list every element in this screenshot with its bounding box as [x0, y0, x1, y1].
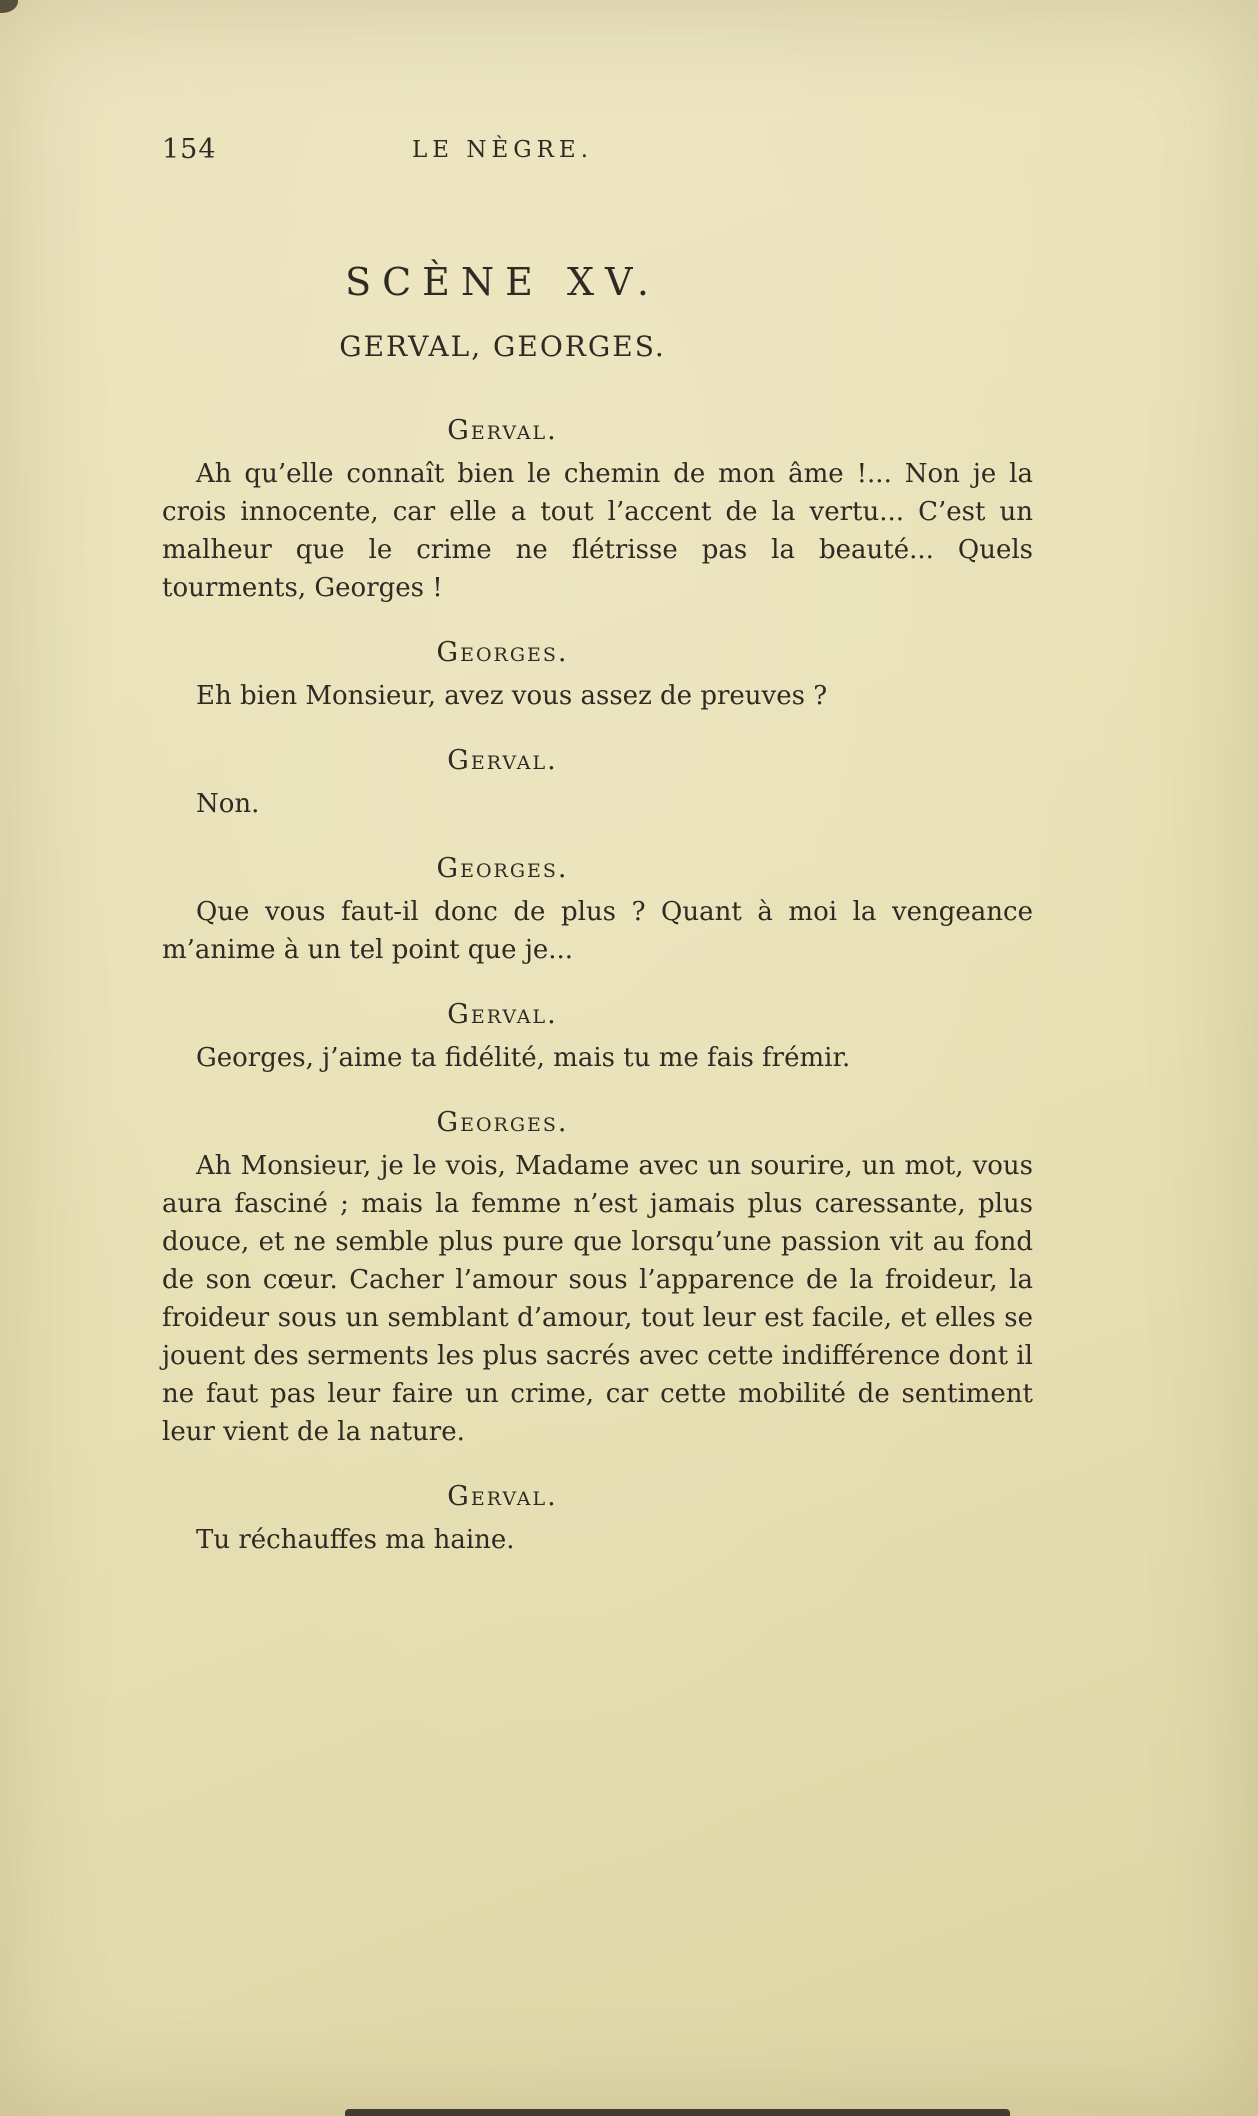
- dialogue-paragraph: Ah qu’elle connaît bien le chemin de mon âme !... Non je la crois innocente, car elle a tout l’accent de la vertu... C’est un malheur que le crime ne flétrisse pas la beauté... Quels tourments, Georges !: [162, 459, 1033, 603]
- scan-artifact-top-left: [0, 0, 18, 13]
- dialogue-paragraph: Que vous faut-il donc de plus ? Quant à moi la vengeance m’anime à un tel point que je...: [162, 897, 1033, 965]
- dialogue-paragraph: Non.: [196, 789, 260, 819]
- dialogue-paragraph: Ah Monsieur, je le vois, Madame avec un sourire, un mot, vous aura fasciné ; mais la femme n’est jamais plus caressante, plus douce, et ne semble plus pure que lorsqu’une passion vit au fond de son cœur. Cacher l’amour sous l’apparence de la froideur, la froideur sous un semblant d’amour, tout leur est facile, et elles se jouent des serments les plus sacrés avec cette indifférence dont il ne faut pas leur faire un crime, car cette mobilité de sentiment leur vient de la nature.: [162, 1151, 1033, 1447]
- speaker-name: Georges.: [436, 637, 569, 668]
- dialogue: [162, 415, 1033, 1559]
- scene-characters: GERVAL, GEORGES.: [339, 330, 666, 363]
- dialogue-paragraph: Eh bien Monsieur, avez vous assez de preuves ?: [196, 681, 828, 711]
- dialogue-entry: [162, 853, 1033, 969]
- page-number: 154: [162, 134, 217, 165]
- speaker-name: Georges.: [436, 1107, 569, 1138]
- dialogue-paragraph: Tu réchauffes ma haine.: [196, 1525, 515, 1555]
- dialogue-entry: [162, 637, 1033, 715]
- speaker-name: Gerval.: [447, 1481, 558, 1512]
- speaker-name: Gerval.: [447, 999, 558, 1030]
- running-title: LE NÈGRE.: [411, 137, 594, 163]
- dialogue-paragraph: Georges, j’aime ta fidélité, mais tu me fais frémir.: [196, 1043, 851, 1073]
- dialogue-entry: [162, 745, 1033, 823]
- dialogue-entry: [162, 415, 1033, 607]
- dialogue-entry: [162, 1481, 1033, 1559]
- dialogue-entry: [162, 999, 1033, 1077]
- speaker-name: Gerval.: [447, 745, 558, 776]
- page-header: [162, 132, 1033, 170]
- dialogue-entry: [162, 1107, 1033, 1451]
- scan-artifact-bottom-edge: [345, 2109, 1010, 2116]
- scene-title: SCÈNE XV.: [345, 260, 660, 304]
- speaker-name: Georges.: [436, 853, 569, 884]
- speaker-name: Gerval.: [447, 415, 558, 446]
